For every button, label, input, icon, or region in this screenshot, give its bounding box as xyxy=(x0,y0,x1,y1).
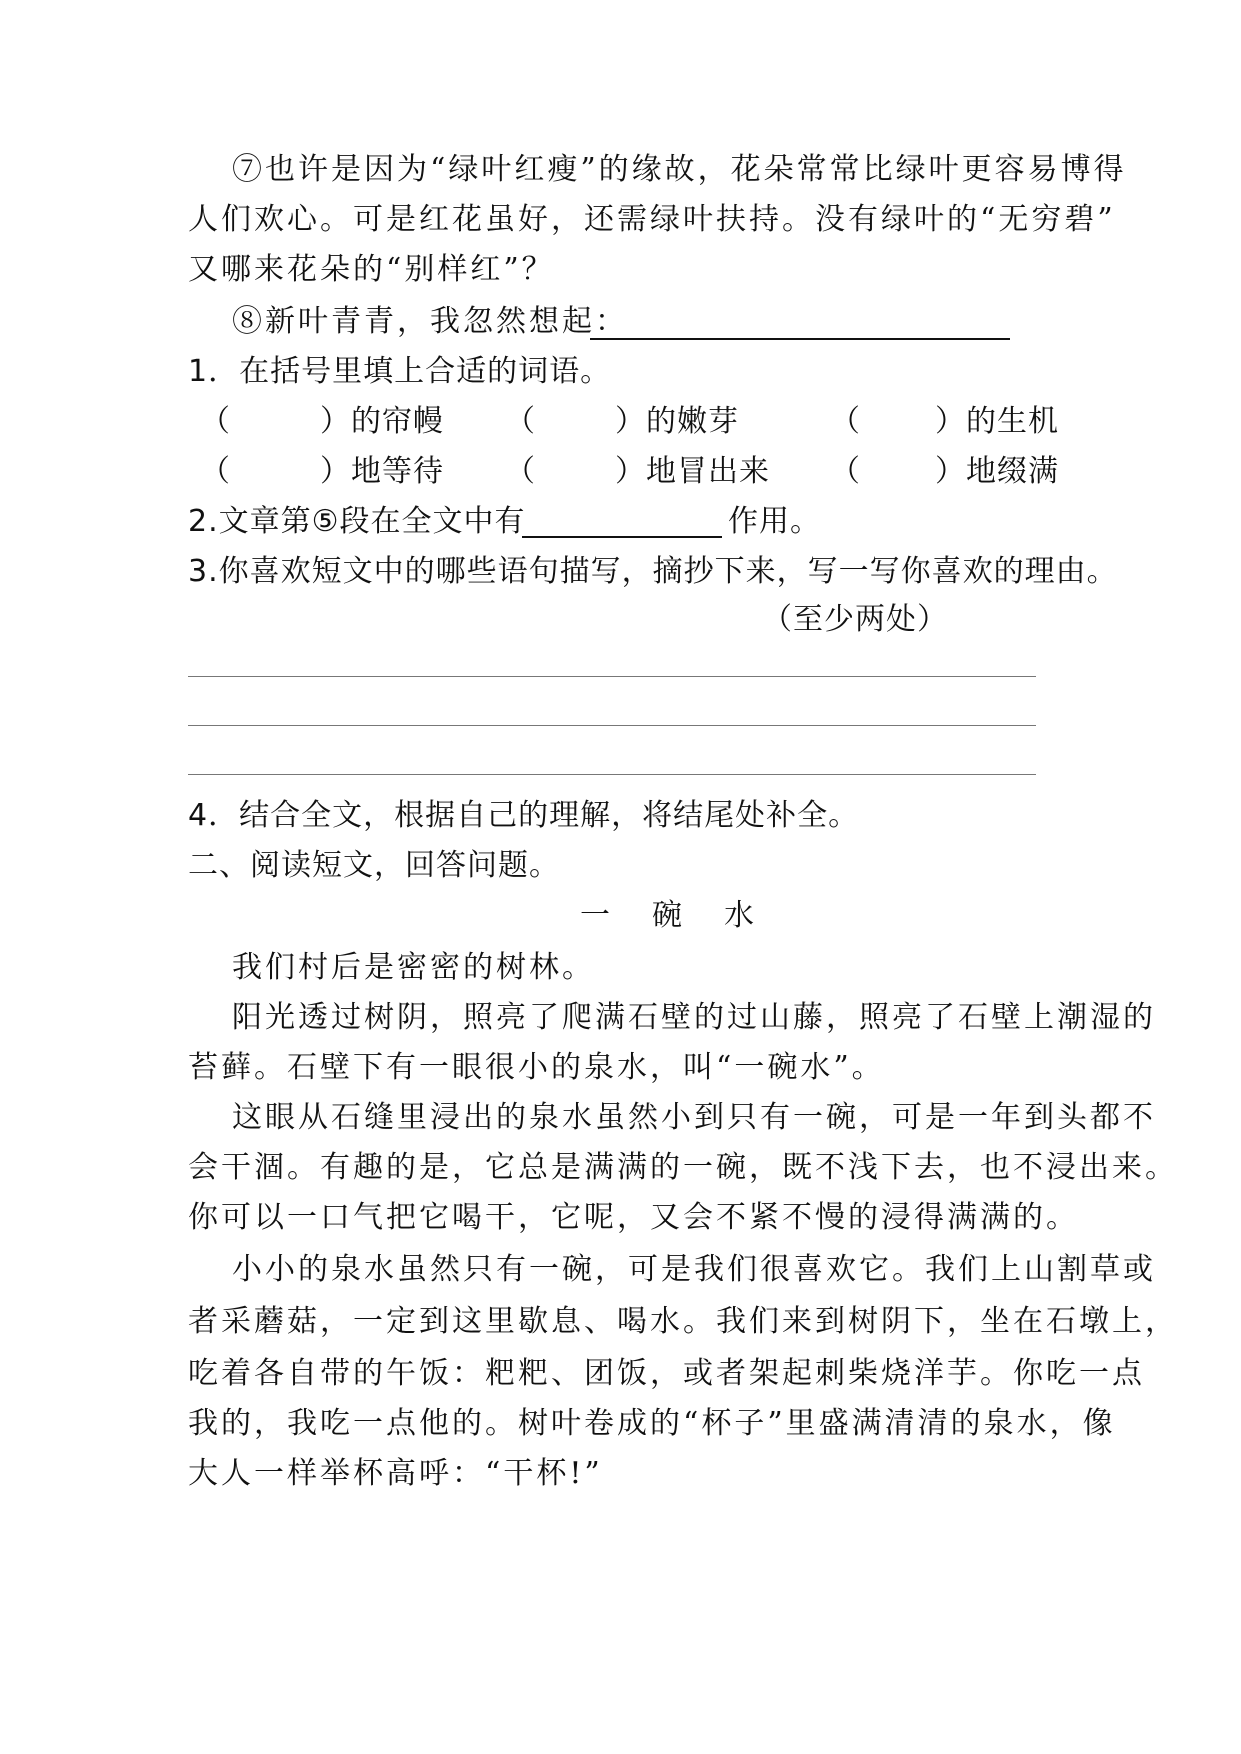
answer-line-3[interactable] xyxy=(188,774,1036,775)
q1-r1-phrase-2: ）的嫩芽 xyxy=(615,404,739,439)
q1-r2-phrase-1: ）地等待 xyxy=(320,454,444,489)
story-para-3-line1: 这眼从石缝里浸出的泉水虽然小到只有一碗，可是一年到头都不 xyxy=(232,1100,1156,1135)
story-para-2-line2: 苔藓。石壁下有一眼很小的泉水，叫“一碗水”。 xyxy=(188,1050,885,1085)
story-para-4-line5: 大人一样举杯高呼：“干杯!” xyxy=(188,1456,603,1491)
q1-r1-phrase-3: ）的生机 xyxy=(935,404,1059,439)
story-para-3-line3: 你可以一口气把它喝干，它呢，又会不紧不慢的浸得满满的。 xyxy=(188,1200,1079,1235)
answer-line-1[interactable] xyxy=(188,676,1036,677)
q1-r2-phrase-3: ）地缀满 xyxy=(935,454,1059,489)
q1-r1-paren-open-1: （ xyxy=(200,404,231,439)
section-2-heading: 二、阅读短文，回答问题。 xyxy=(188,848,560,883)
question-3-text: 3.你喜欢短文中的哪些语句描写，摘抄下来，写一写你喜欢的理由。 xyxy=(188,554,1118,589)
story-para-4-line4: 我的，我吃一点他的。树叶卷成的“杯子”里盛满清清的泉水，像 xyxy=(188,1406,1116,1441)
q1-r2-paren-open-3: （ xyxy=(830,454,861,489)
q1-r1-phrase-1: ）的帘幔 xyxy=(320,404,444,439)
story-para-4-line3: 吃着各自带的午饭：粑粑、团饭，或者架起刺柴烧洋芋。你吃一点 xyxy=(188,1356,1145,1391)
story-para-4-line2: 者采蘑菇，一定到这里歇息、喝水。我们来到树阴下，坐在石墩上， xyxy=(188,1304,1178,1339)
question-3-note: （至少两处） xyxy=(762,602,948,637)
question-4-text: 4．结合全文，根据自己的理解，将结尾处补全。 xyxy=(188,798,860,833)
para7-line2: 人们欢心。可是红花虽好，还需绿叶扶持。没有绿叶的“无穷碧” xyxy=(188,202,1116,237)
story-para-3-line2: 会干涸。有趣的是，它总是满满的一碗，既不浅下去，也不浸出来。 xyxy=(188,1150,1178,1185)
question-1-text: 1．在括号里填上合适的词语。 xyxy=(188,354,612,389)
q1-r2-paren-open-2: （ xyxy=(505,454,536,489)
q1-r2-phrase-2: ）地冒出来 xyxy=(615,454,770,489)
para8-prompt: ⑧新叶青青，我忽然想起： xyxy=(232,304,628,339)
q1-r1-paren-open-3: （ xyxy=(830,404,861,439)
question-2-suffix: 作用。 xyxy=(728,504,821,539)
q1-r2-paren-open-1: （ xyxy=(200,454,231,489)
para7-line3: 又哪来花朵的“别样红”？ xyxy=(188,252,555,287)
story-title: 一 碗 水 xyxy=(580,898,760,933)
para8-answer-blank[interactable] xyxy=(590,338,1010,340)
q1-r1-paren-open-2: （ xyxy=(505,404,536,439)
answer-line-2[interactable] xyxy=(188,725,1036,726)
question-2-prefix: 2.文章第⑤段在全文中有 xyxy=(188,504,526,539)
story-para-1: 我们村后是密密的树林。 xyxy=(232,950,595,985)
question-2-answer-blank[interactable] xyxy=(522,536,722,538)
story-para-2-line1: 阳光透过树阴，照亮了爬满石壁的过山藤，照亮了石壁上潮湿的 xyxy=(232,1000,1156,1035)
para7-line1: ⑦也许是因为“绿叶红瘦”的缘故，花朵常常比绿叶更容易博得 xyxy=(232,152,1127,187)
story-para-4-line1: 小小的泉水虽然只有一碗，可是我们很喜欢它。我们上山割草或 xyxy=(232,1252,1156,1287)
